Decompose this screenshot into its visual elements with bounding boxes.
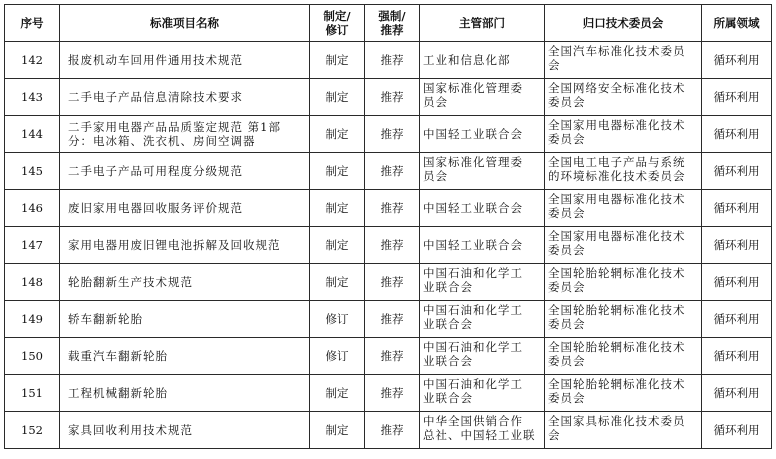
cell-committee-text: 委员会 — [548, 391, 586, 405]
cell-type-text: 制定 — [325, 201, 349, 215]
cell-seq-text: 146 — [21, 201, 43, 215]
header-type-line2: 修订 — [325, 23, 349, 37]
cell-type-text: 制定 — [325, 423, 349, 437]
cell-dept-text: 工业和信息化部 — [423, 53, 511, 67]
table-row — [5, 79, 772, 116]
cell-force — [365, 116, 420, 153]
cell-force-text: 推荐 — [380, 164, 404, 178]
cell-name-text: 二手电子产品信息清除技术要求 — [68, 90, 243, 104]
cell-field-text: 循环利用 — [713, 423, 760, 437]
cell-dept — [420, 153, 545, 190]
cell-seq-text: 147 — [21, 238, 43, 252]
cell-dept — [420, 264, 545, 301]
cell-type-text: 制定 — [325, 238, 349, 252]
cell-seq-text: 145 — [21, 164, 43, 178]
cell-committee-text: 全国电工电子产品与系统 — [548, 155, 686, 169]
cell-field — [702, 301, 772, 338]
cell-type — [310, 375, 365, 412]
cell-committee-text: 委员会 — [548, 206, 586, 220]
cell-seq — [5, 301, 60, 338]
cell-seq — [5, 375, 60, 412]
cell-force — [365, 42, 420, 79]
cell-field — [702, 227, 772, 264]
cell-force-text: 推荐 — [380, 127, 404, 141]
cell-dept — [420, 79, 545, 116]
cell-committee-text: 委员会 — [548, 280, 586, 294]
cell-dept — [420, 42, 545, 79]
cell-name-text: 载重汽车翻新轮胎 — [68, 349, 168, 363]
cell-dept-text: 中国石油和化学工 — [423, 340, 523, 354]
cell-type-text: 制定 — [325, 127, 349, 141]
cell-name-text: 家具回收利用技术规范 — [68, 423, 193, 437]
cell-type-text: 修订 — [325, 349, 349, 363]
header-force — [365, 5, 420, 42]
cell-field — [702, 153, 772, 190]
cell-dept — [420, 412, 545, 449]
cell-force — [365, 412, 420, 449]
cell-name-text: 报废机动车回用件通用技术规范 — [68, 53, 243, 67]
cell-force-text: 推荐 — [380, 312, 404, 326]
cell-seq-text: 149 — [21, 312, 43, 326]
cell-name-text: 分：电冰箱、洗衣机、房间空调器 — [68, 134, 256, 148]
cell-dept — [420, 375, 545, 412]
cell-committee — [545, 375, 702, 412]
cell-force-text: 推荐 — [380, 53, 404, 67]
cell-dept-text: 中国轻工业联合会 — [423, 238, 523, 252]
cell-force-text: 推荐 — [380, 386, 404, 400]
cell-name — [60, 412, 310, 449]
cell-type — [310, 79, 365, 116]
cell-field-text: 循环利用 — [713, 53, 760, 67]
cell-force — [365, 79, 420, 116]
cell-force-text: 推荐 — [380, 238, 404, 252]
cell-field — [702, 79, 772, 116]
cell-name — [60, 42, 310, 79]
cell-name — [60, 375, 310, 412]
header-seq: 序号 — [5, 5, 60, 42]
cell-name — [60, 153, 310, 190]
cell-dept — [420, 116, 545, 153]
cell-committee-text: 全国轮胎轮辋标准化技术 — [548, 266, 686, 280]
table-header-row — [5, 5, 772, 42]
cell-name-text: 工程机械翻新轮胎 — [68, 386, 168, 400]
cell-dept-text: 中国轻工业联合会 — [423, 201, 523, 215]
table-row — [5, 116, 772, 153]
cell-dept-text: 业联合会 — [423, 354, 473, 368]
cell-type-text: 制定 — [325, 164, 349, 178]
header-committee: 归口技术委员会 — [545, 5, 702, 42]
cell-force-text: 推荐 — [380, 90, 404, 104]
cell-dept-text: 中国石油和化学工 — [423, 377, 523, 391]
cell-force — [365, 227, 420, 264]
cell-seq-text: 150 — [21, 349, 43, 363]
cell-seq — [5, 153, 60, 190]
cell-field — [702, 190, 772, 227]
cell-field-text: 循环利用 — [713, 386, 760, 400]
cell-seq — [5, 227, 60, 264]
header-dept: 主管部门 — [420, 5, 545, 42]
table-body — [5, 42, 772, 449]
cell-name-text: 二手电子产品可用程度分级规范 — [68, 164, 243, 178]
cell-force-text: 推荐 — [380, 423, 404, 437]
cell-field-text: 循环利用 — [713, 238, 760, 252]
cell-force — [365, 375, 420, 412]
cell-seq-text: 143 — [21, 90, 43, 104]
cell-field-text: 循环利用 — [713, 312, 760, 326]
cell-dept-text: 中华全国供销合作 — [423, 414, 523, 428]
cell-dept-text: 业联合会 — [423, 317, 473, 331]
cell-committee-text: 全国家用电器标准化技术 — [548, 229, 686, 243]
cell-committee-text: 委员会 — [548, 317, 586, 331]
table-row — [5, 412, 772, 449]
cell-type — [310, 42, 365, 79]
cell-committee — [545, 42, 702, 79]
table-row — [5, 190, 772, 227]
cell-dept-text: 中国石油和化学工 — [423, 266, 523, 280]
cell-name-text: 轮胎翻新生产技术规范 — [68, 275, 193, 289]
standards-table-sheet — [4, 4, 772, 449]
table-row — [5, 227, 772, 264]
cell-field-text: 循环利用 — [713, 164, 760, 178]
cell-force-text: 推荐 — [380, 275, 404, 289]
table-row — [5, 375, 772, 412]
cell-force — [365, 338, 420, 375]
cell-name-text: 二手家用电器产品品质鉴定规范 第1部 — [68, 120, 281, 134]
cell-dept-text: 中国轻工业联合会 — [423, 127, 523, 141]
cell-name — [60, 227, 310, 264]
cell-seq — [5, 79, 60, 116]
cell-field-text: 循环利用 — [713, 201, 760, 215]
cell-dept-text: 总社、中国轻工业联 — [423, 428, 536, 442]
cell-name — [60, 338, 310, 375]
cell-committee — [545, 153, 702, 190]
cell-dept-text: 员会 — [423, 95, 448, 109]
cell-committee — [545, 412, 702, 449]
cell-committee — [545, 79, 702, 116]
table-row — [5, 42, 772, 79]
header-type — [310, 5, 365, 42]
cell-type — [310, 264, 365, 301]
cell-seq — [5, 42, 60, 79]
cell-committee-text: 全国家用电器标准化技术 — [548, 192, 686, 206]
cell-dept — [420, 190, 545, 227]
table-row — [5, 338, 772, 375]
cell-committee-text: 全国轮胎轮辋标准化技术 — [548, 303, 686, 317]
cell-committee-text: 会 — [548, 428, 561, 442]
cell-force-text: 推荐 — [380, 201, 404, 215]
cell-force — [365, 264, 420, 301]
cell-type-text: 制定 — [325, 275, 349, 289]
cell-committee — [545, 338, 702, 375]
cell-field-text: 循环利用 — [713, 90, 760, 104]
cell-name — [60, 116, 310, 153]
table-row — [5, 301, 772, 338]
cell-type — [310, 301, 365, 338]
cell-name-text: 轿车翻新轮胎 — [68, 312, 143, 326]
cell-field — [702, 412, 772, 449]
header-type-line1: 制定/ — [323, 9, 351, 23]
cell-type — [310, 190, 365, 227]
cell-field — [702, 375, 772, 412]
header-field: 所属领域 — [702, 5, 772, 42]
cell-committee-text: 会 — [548, 58, 561, 72]
cell-name — [60, 264, 310, 301]
header-force-line1: 强制/ — [378, 9, 406, 23]
cell-committee-text: 全国轮胎轮辋标准化技术 — [548, 340, 686, 354]
cell-type-text: 制定 — [325, 386, 349, 400]
cell-type — [310, 412, 365, 449]
cell-seq — [5, 264, 60, 301]
cell-committee-text: 全国网络安全标准化技术 — [548, 81, 686, 95]
cell-seq — [5, 116, 60, 153]
cell-committee-text: 全国家用电器标准化技术 — [548, 118, 686, 132]
cell-field-text: 循环利用 — [713, 349, 760, 363]
cell-name — [60, 190, 310, 227]
cell-committee-text: 委员会 — [548, 243, 586, 257]
cell-type — [310, 116, 365, 153]
cell-committee — [545, 227, 702, 264]
cell-dept-text: 业联合会 — [423, 391, 473, 405]
cell-committee — [545, 301, 702, 338]
cell-name — [60, 301, 310, 338]
cell-dept — [420, 227, 545, 264]
cell-dept-text: 员会 — [423, 169, 448, 183]
cell-committee-text: 委员会 — [548, 354, 586, 368]
cell-field-text: 循环利用 — [713, 127, 760, 141]
cell-seq — [5, 338, 60, 375]
cell-committee — [545, 264, 702, 301]
cell-dept-text: 中国石油和化学工 — [423, 303, 523, 317]
cell-type-text: 制定 — [325, 90, 349, 104]
cell-force — [365, 301, 420, 338]
cell-field — [702, 264, 772, 301]
cell-type — [310, 153, 365, 190]
header-name: 标准项目名称 — [60, 5, 310, 42]
cell-field-text: 循环利用 — [713, 275, 760, 289]
cell-type-text: 制定 — [325, 53, 349, 67]
cell-force — [365, 190, 420, 227]
cell-force-text: 推荐 — [380, 349, 404, 363]
table-row — [5, 264, 772, 301]
cell-type — [310, 227, 365, 264]
cell-seq-text: 151 — [21, 386, 43, 400]
cell-field — [702, 116, 772, 153]
cell-seq — [5, 190, 60, 227]
cell-seq-text: 142 — [21, 53, 43, 67]
cell-type-text: 修订 — [325, 312, 349, 326]
cell-committee-text: 委员会 — [548, 132, 586, 146]
header-force-line2: 推荐 — [380, 23, 404, 37]
cell-committee — [545, 190, 702, 227]
cell-committee-text: 的环境标准化技术委员会 — [548, 169, 686, 183]
standards-table — [4, 4, 772, 449]
cell-dept-text: 国家标准化管理委 — [423, 155, 523, 169]
cell-committee-text: 委员会 — [548, 95, 586, 109]
cell-seq — [5, 412, 60, 449]
cell-dept-text: 业联合会 — [423, 280, 473, 294]
cell-name-text: 家用电器用废旧锂电池拆解及回收规范 — [68, 238, 281, 252]
cell-field — [702, 338, 772, 375]
cell-committee-text: 全国汽车标准化技术委员 — [548, 44, 686, 58]
cell-committee — [545, 116, 702, 153]
cell-seq-text: 152 — [21, 423, 43, 437]
cell-dept — [420, 301, 545, 338]
cell-field — [702, 42, 772, 79]
cell-name-text: 废旧家用电器回收服务评价规范 — [68, 201, 243, 215]
cell-type — [310, 338, 365, 375]
cell-dept — [420, 338, 545, 375]
cell-committee-text: 全国轮胎轮辋标准化技术 — [548, 377, 686, 391]
cell-committee-text: 全国家具标准化技术委员 — [548, 414, 686, 428]
cell-force — [365, 153, 420, 190]
cell-seq-text: 148 — [21, 275, 43, 289]
table-row — [5, 153, 772, 190]
cell-seq-text: 144 — [21, 127, 43, 141]
cell-name — [60, 79, 310, 116]
cell-dept-text: 国家标准化管理委 — [423, 81, 523, 95]
